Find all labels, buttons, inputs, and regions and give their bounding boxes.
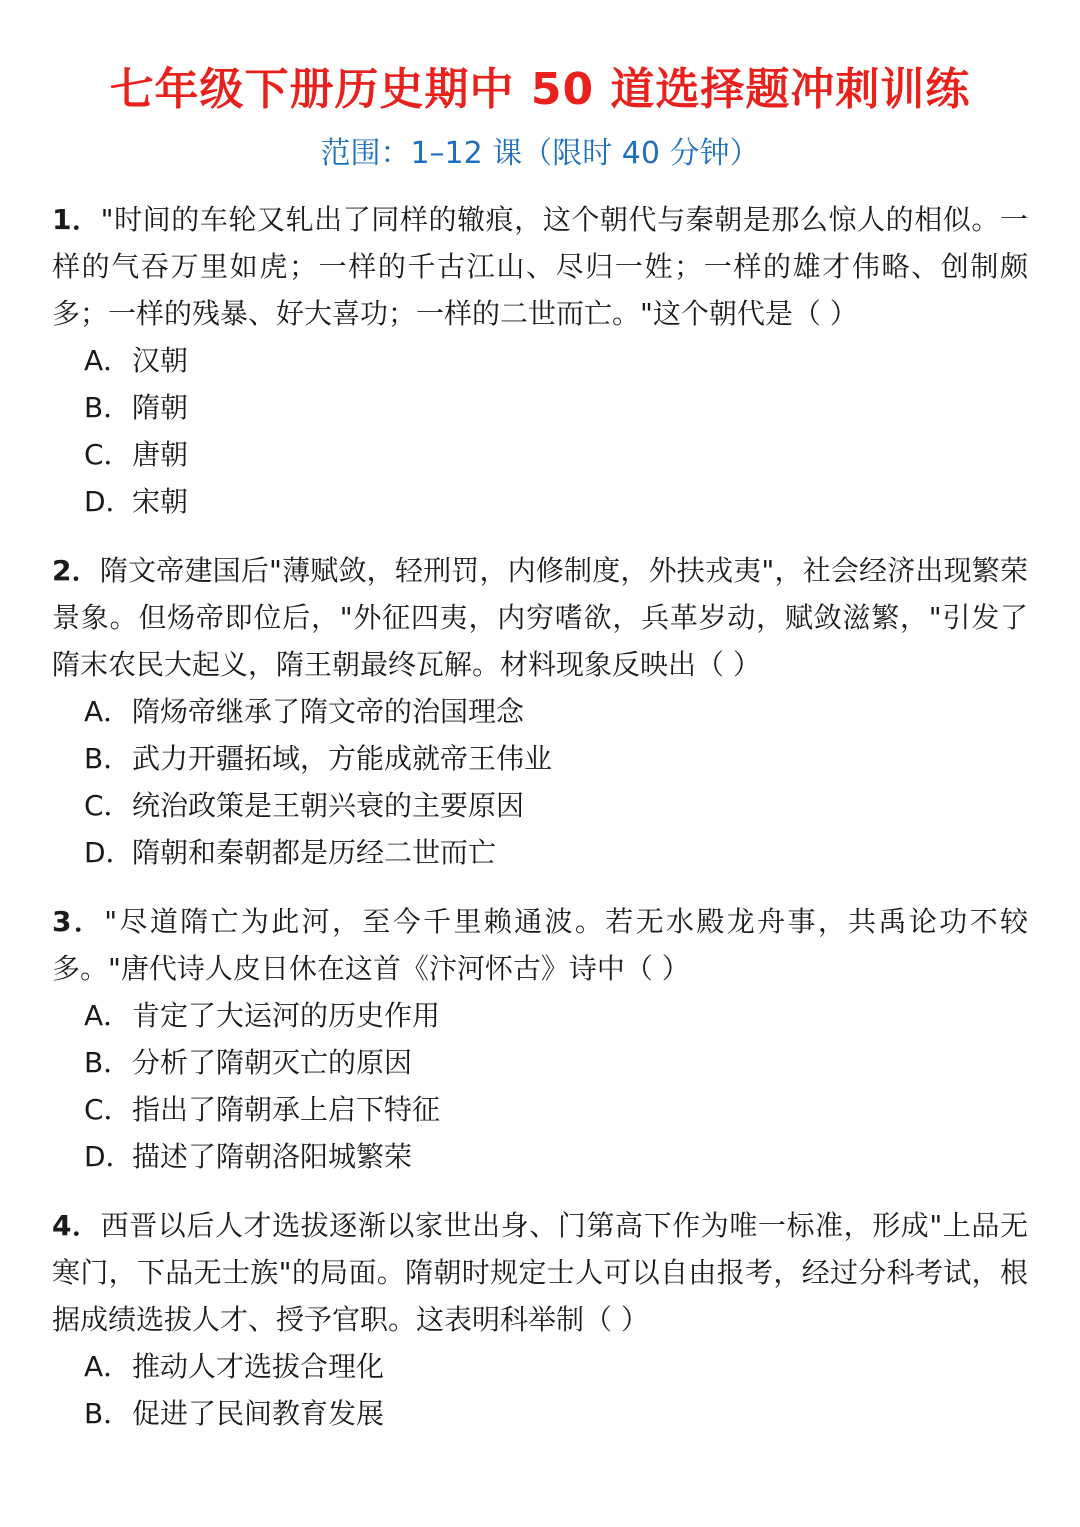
option-text: 促进了民间教育发展: [132, 1397, 385, 1430]
question-number: 4．: [52, 1209, 101, 1242]
option-text: 指出了隋朝承上启下特征: [132, 1093, 441, 1126]
option-letter: B．: [84, 1397, 132, 1430]
option-text: 描述了隋朝洛阳城繁荣: [132, 1140, 413, 1173]
option-letter: D．: [84, 485, 134, 518]
option-letter: A．: [84, 1350, 132, 1383]
option-text: 统治政策是王朝兴衰的主要原因: [132, 789, 525, 822]
option-text: 宋朝: [132, 485, 189, 518]
option-text: 隋朝和秦朝都是历经二世而亡: [132, 836, 497, 869]
option-letter: B．: [84, 1046, 132, 1079]
option-d: [84, 829, 1028, 876]
option-text: 武力开疆拓域，方能成就帝王伟业: [132, 742, 553, 775]
question-2: [52, 547, 1028, 876]
option-d: [84, 478, 1028, 525]
option-letter: B．: [84, 742, 132, 775]
page-subtitle: 范围：1–12 课（限时 40 分钟）: [320, 136, 760, 171]
option-a: [84, 992, 1028, 1039]
option-text: 唐朝: [132, 438, 189, 471]
question-text: "尽道隋亡为此河，至今千里赖通波。若无水殿龙舟事，共禹论功不较多。"唐代诗人皮日休在这首《汴河怀古》诗中（ ）: [52, 905, 1028, 985]
option-b: [84, 735, 1028, 782]
question-4: [52, 1202, 1028, 1437]
question-stem: [52, 196, 1028, 337]
option-c: [84, 782, 1028, 829]
option-text: 隋炀帝继承了隋文帝的治国理念: [132, 695, 525, 728]
option-list: [52, 688, 1028, 876]
option-letter: D．: [84, 1140, 134, 1173]
option-letter: C．: [84, 438, 132, 471]
question-text: "时间的车轮又轧出了同样的辙痕，这个朝代与秦朝是那么惊人的相似。一样的气吞万里如虎；一样的千古江山、尽归一姓；一样的雄才伟略、创制颇多；一样的残暴、好大喜功；一样的二世而亡。"这个朝代是（ ）: [52, 203, 1028, 330]
option-list: [52, 992, 1028, 1180]
option-letter: A．: [84, 999, 132, 1032]
option-a: [84, 688, 1028, 735]
page-title: 七年级下册历史期中 50 道选择题冲刺训练: [109, 64, 971, 115]
question-3: [52, 898, 1028, 1180]
option-c: [84, 1086, 1028, 1133]
option-letter: D．: [84, 836, 134, 869]
option-list: [52, 1343, 1028, 1437]
option-b: [84, 1390, 1028, 1437]
option-letter: A．: [84, 695, 132, 728]
question-text: 隋文帝建国后"薄赋敛，轻刑罚，内修制度，外扶戎夷"，社会经济出现繁荣景象。但炀帝即位后，"外征四夷，内穷嗜欲，兵革岁动，赋敛滋繁，"引发了隋末农民大起义，隋王朝最终瓦解。材料现象反映出（ ）: [52, 554, 1029, 681]
question-stem: [52, 547, 1028, 688]
question-number: 1．: [52, 203, 101, 236]
question-number: 3．: [52, 905, 105, 938]
option-text: 推动人才选拔合理化: [132, 1350, 385, 1383]
question-1: [52, 196, 1028, 525]
option-text: 汉朝: [132, 344, 189, 377]
option-letter: A．: [84, 344, 132, 377]
option-text: 隋朝: [132, 391, 189, 424]
option-b: [84, 1039, 1028, 1086]
option-letter: B．: [84, 391, 132, 424]
option-text: 肯定了大运河的历史作用: [132, 999, 441, 1032]
option-list: [52, 337, 1028, 525]
option-c: [84, 431, 1028, 478]
question-stem: [52, 898, 1028, 992]
option-letter: C．: [84, 789, 132, 822]
option-d: [84, 1133, 1028, 1180]
option-a: [84, 337, 1028, 384]
question-number: 2．: [52, 554, 100, 587]
option-letter: C．: [84, 1093, 132, 1126]
option-a: [84, 1343, 1028, 1390]
option-text: 分析了隋朝灭亡的原因: [132, 1046, 413, 1079]
option-b: [84, 384, 1028, 431]
question-stem: [52, 1202, 1028, 1343]
question-text: 西晋以后人才选拔逐渐以家世出身、门第高下作为唯一标准，形成"上品无寒门，下品无士族"的局面。隋朝时规定士人可以自由报考，经过分科考试，根据成绩选拔人才、授予官职。这表明科举制（ ）: [52, 1209, 1028, 1336]
